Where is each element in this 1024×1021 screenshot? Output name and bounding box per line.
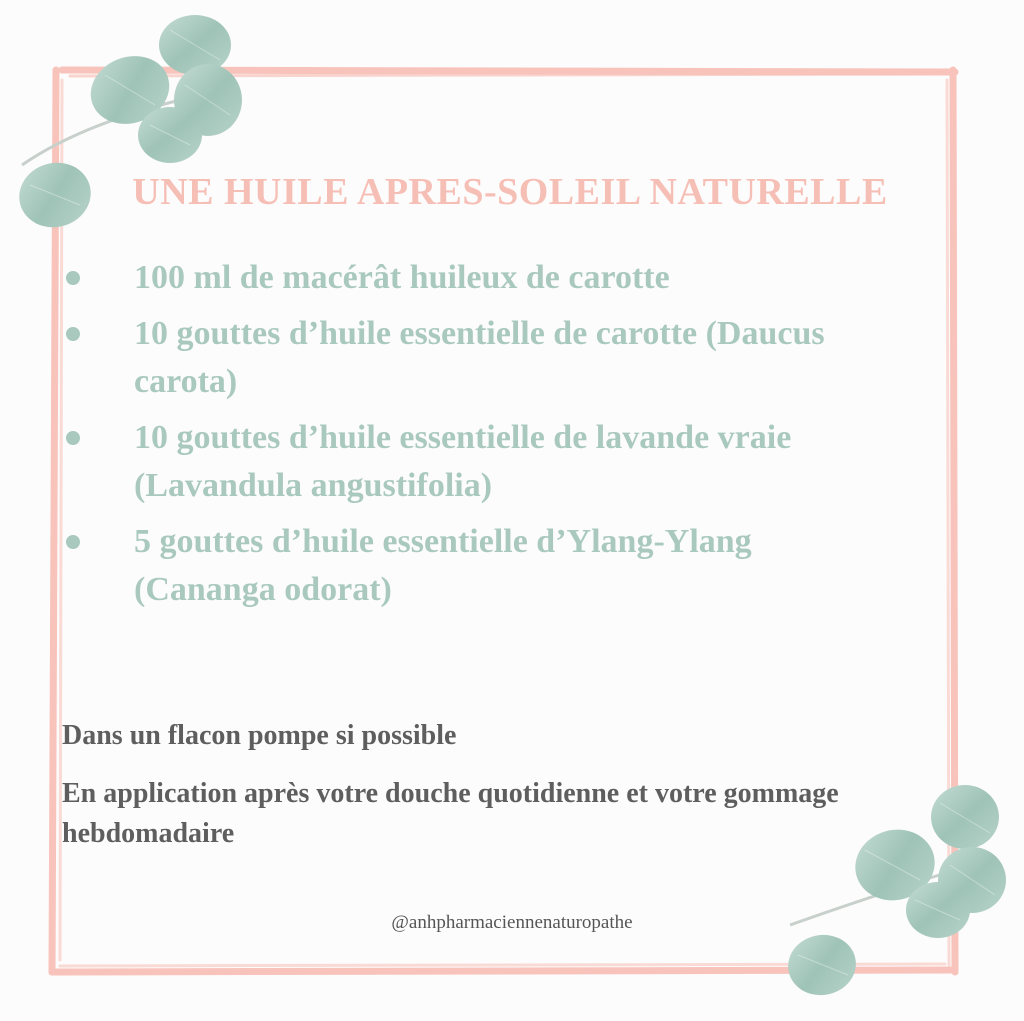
list-item (62, 310, 882, 406)
ingredient-list (62, 254, 882, 622)
ingredient-text: 5 gouttes d’huile essentielle d’Ylang-Ylang (Cananga odorat) (134, 523, 752, 608)
ingredient-text: 100 ml de macérât huileux de carotte (134, 259, 670, 296)
list-item (62, 254, 882, 302)
application-instruction (62, 774, 902, 854)
social-handle: @anhpharmaciennenaturopathe (391, 912, 633, 933)
instruction-container (62, 716, 902, 756)
bullet-icon (66, 271, 80, 285)
bullet-icon (66, 535, 80, 549)
application-text: En application après votre douche quotidienne et votre gommage hebdomadaire (62, 778, 839, 849)
list-item (62, 414, 882, 510)
list-item (62, 518, 882, 614)
instruction-text: Dans un flacon pompe si possible (62, 720, 457, 751)
page-title: UNE HUILE APRES-SOLEIL NATURELLE (132, 171, 888, 213)
bullet-icon (66, 431, 80, 445)
ingredient-text: 10 gouttes d’huile essentielle de lavande vraie (Lavandula angustifolia) (134, 419, 792, 504)
bullet-icon (66, 327, 80, 341)
ingredient-text: 10 gouttes d’huile essentielle de carotte (Daucus carota) (134, 315, 825, 400)
